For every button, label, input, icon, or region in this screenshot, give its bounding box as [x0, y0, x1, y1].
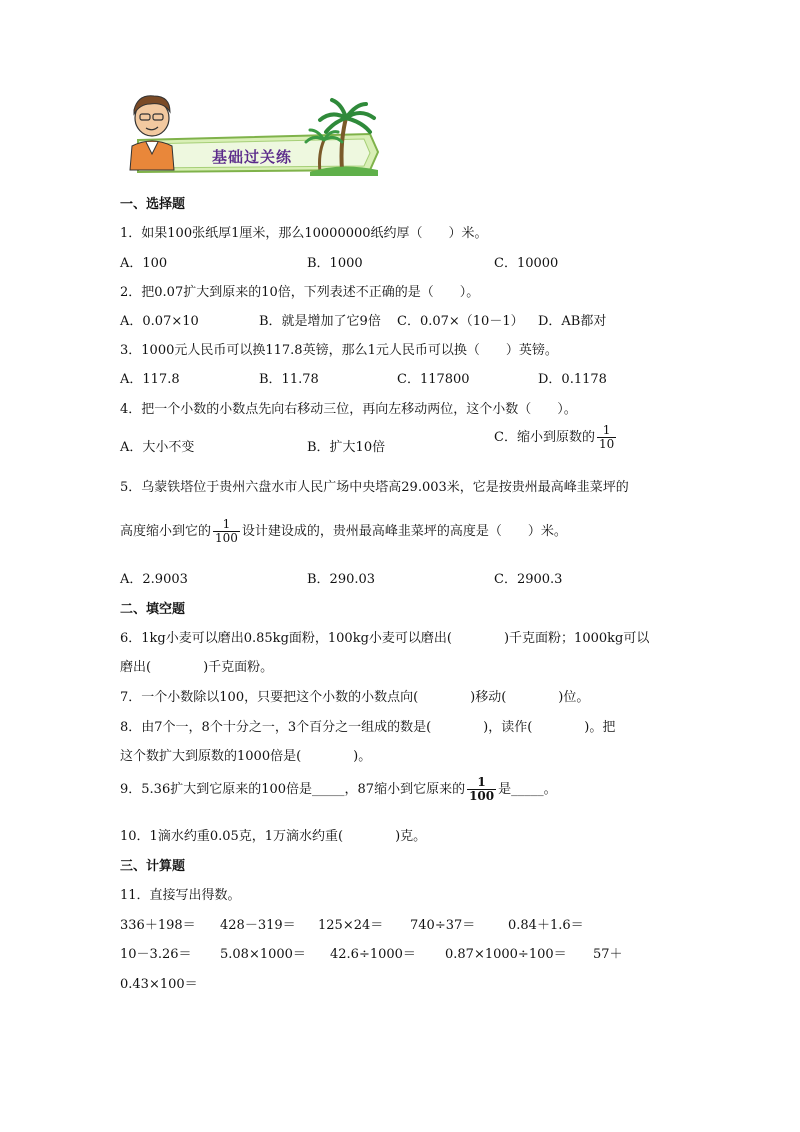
q4-option-c-text: C．缩小到原数的 [494, 430, 595, 445]
q9-fraction [467, 776, 496, 803]
q3-option-b: B．11.78 [259, 372, 319, 387]
calc-item: 125×24＝ [318, 918, 384, 933]
question-8-line1: 8．由7个一，8个十分之一，3个百分之一组成的数是( )，读作( )。把 [120, 720, 616, 735]
calc-item: 5.08×1000＝ [220, 947, 306, 962]
section-heading-fill: 二、填空题 [120, 602, 186, 617]
q3-option-a: A．117.8 [120, 372, 180, 387]
question-3-stem: 3．1000元人民币可以换117.8英镑，那么1元人民币可以换（ ）英镑。 [120, 343, 558, 358]
q9-fraction-denominator: 100 [469, 789, 495, 803]
q2-option-b: B．就是增加了它9倍 [259, 314, 381, 329]
q4-option-c [494, 424, 618, 451]
section-heading-choice: 一、选择题 [120, 197, 186, 212]
question-10: 10．1滴水约重0.05克，1万滴水约重( )克。 [120, 829, 427, 844]
section-banner [120, 92, 382, 178]
q4-fraction-denominator: 10 [598, 437, 615, 451]
q9-fraction-numerator: 1 [477, 775, 486, 789]
calc-item: 740÷37＝ [410, 918, 476, 933]
q3-option-d: D．0.1178 [538, 372, 607, 387]
q9-suffix: 是_____。 [498, 782, 557, 797]
q3-option-c: C．117800 [397, 372, 470, 387]
calc-item: 336＋198＝ [120, 918, 196, 933]
question-11-stem: 11．直接写出得数。 [120, 888, 241, 903]
question-8-line2: 这个数扩大到原数的1000倍是( )。 [120, 749, 372, 764]
question-4-stem: 4．把一个小数的小数点先向右移动三位，再向左移动两位，这个小数（ ）。 [120, 402, 577, 417]
q4-option-a: A．大小不变 [120, 440, 195, 455]
q2-option-a: A．0.07×10 [120, 314, 199, 329]
q5-fraction [213, 518, 240, 545]
q2-option-d: D．AB都对 [538, 314, 607, 329]
q5-option-b: B．290.03 [307, 572, 376, 587]
q2-option-c: C．0.07×（10－1） [397, 314, 524, 329]
q5-fraction-numerator: 1 [222, 517, 231, 531]
calc-item: 0.87×1000÷100＝ [445, 947, 567, 962]
calc-item: 0.43×100＝ [120, 977, 198, 992]
calc-item: 42.6÷1000＝ [330, 947, 416, 962]
q4-fraction-numerator: 1 [602, 423, 611, 437]
question-6-line2: 磨出( )千克面粉。 [120, 660, 274, 675]
question-6-line1: 6．1kg小麦可以磨出0.85kg面粉，100kg小麦可以磨出( )千克面粉；1000kg可以 [120, 631, 650, 646]
calc-item: 0.84＋1.6＝ [508, 918, 584, 933]
q5-option-c: C．2900.3 [494, 572, 563, 587]
question-5-stem-line2 [120, 518, 567, 545]
question-2-stem: 2．把0.07扩大到原来的10倍，下列表述不正确的是（ ）。 [120, 285, 480, 300]
question-7: 7．一个小数除以100，只要把这个小数的小数点向( )移动( )位。 [120, 690, 590, 705]
calc-item: 57＋ [593, 947, 623, 962]
q5-stem-suffix: 设计建设成的，贵州最高峰韭菜坪的高度是（ ）米。 [241, 524, 567, 539]
q5-fraction-denominator: 100 [215, 531, 238, 545]
question-5-stem-line1: 5．乌蒙铁塔位于贵州六盘水市人民广场中央塔高29.003米，它是按贵州最高峰韭菜坪的 [120, 480, 629, 495]
q1-option-a: A．100 [120, 256, 168, 271]
banner-title: 基础过关练 [211, 148, 292, 166]
section-heading-calc: 三、计算题 [120, 859, 186, 874]
calc-item: 10－3.26＝ [120, 947, 192, 962]
q5-option-a: A．2.9003 [120, 572, 188, 587]
question-9 [120, 776, 557, 803]
question-1-stem: 1．如果100张纸厚1厘米，那么10000000纸约厚（ ）米。 [120, 226, 488, 241]
q1-option-b: B．1000 [307, 256, 363, 271]
q4-fraction [597, 424, 616, 451]
q4-option-b: B．扩大10倍 [307, 440, 386, 455]
q1-option-c: C．10000 [494, 256, 559, 271]
q5-stem-prefix: 高度缩小到它的 [120, 524, 212, 539]
q9-prefix: 9．5.36扩大到它原来的100倍是_____，87缩小到它原来的 [120, 782, 466, 797]
calc-item: 428－319＝ [220, 918, 296, 933]
